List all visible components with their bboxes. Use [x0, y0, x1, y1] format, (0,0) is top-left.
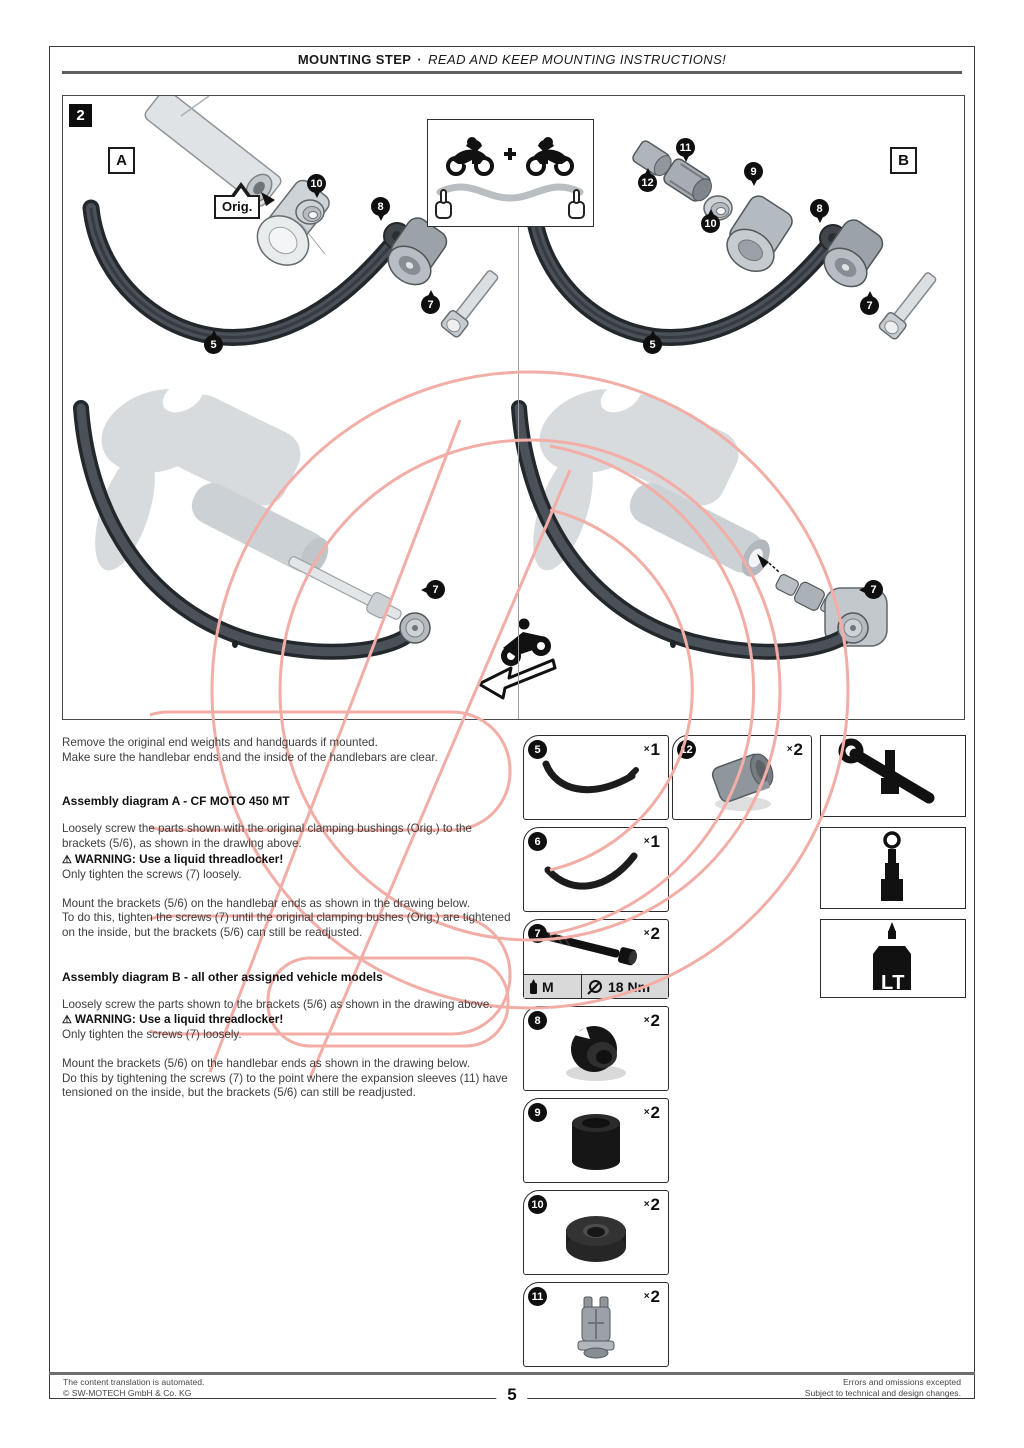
part-number-badge: 6	[528, 832, 547, 851]
intro-line-1: Remove the original end weights and handguards if mounted.	[62, 736, 378, 749]
section-a-warning-text: WARNING: Use a liquid threadlocker!	[74, 851, 284, 866]
diagram-b-handguard-5	[533, 208, 846, 347]
tool-box-threadlocker	[820, 919, 966, 998]
screw-spec-strip	[524, 974, 668, 998]
mounted-view-right	[519, 373, 887, 652]
footer-errors-note: Errors and omissions excepted	[843, 1377, 961, 1387]
page-header	[49, 52, 975, 67]
part-number-badge: 10	[528, 1195, 547, 1214]
motorcycle-left-icon	[448, 137, 492, 174]
section-a-after-warning: Only tighten the screws (7) loosely.	[62, 867, 242, 881]
warning-icon: ⚠	[62, 1014, 72, 1027]
section-a-para1: Loosely screw the parts shown with the original clamping bushings (Orig.) to the brackets (5/6), as shown in the drawing above.	[62, 822, 472, 851]
part-number-badge: 8	[528, 1011, 547, 1030]
section-b-warning	[62, 1012, 511, 1028]
callout-8-a: 8	[371, 197, 390, 216]
part-number-badge: 11	[528, 1287, 547, 1306]
handlebar-pictogram	[428, 120, 592, 225]
footer-left	[63, 1377, 204, 1399]
instructions-column	[62, 736, 511, 1101]
threadlocker-grade: M	[542, 978, 554, 995]
part-number-badge: 9	[528, 1103, 547, 1122]
tool-box-wrench	[820, 735, 966, 817]
riding-direction-icon	[479, 619, 555, 699]
handlebar-pictogram-box	[427, 119, 594, 227]
part-box-9	[523, 1098, 669, 1183]
section-a-para2: Mount the brackets (5/6) on the handlebar ends as shown in the drawing below.	[62, 896, 470, 910]
diagram-a-handguard-5	[91, 208, 410, 347]
header-rule	[62, 71, 962, 74]
footer-copyright: © SW-MOTECH GmbH & Co. KG	[63, 1388, 192, 1398]
part-box-5	[523, 735, 669, 820]
figure-divider	[518, 227, 519, 719]
diagram-a-handlebar	[143, 96, 283, 208]
part-box-10	[523, 1190, 669, 1275]
callout-10-a: 10	[307, 174, 326, 193]
part-quantity: ×2	[643, 1195, 660, 1214]
socket-extension-icon	[821, 828, 964, 907]
diagram-a-screw-7	[440, 270, 499, 339]
part-box-11	[523, 1282, 669, 1367]
section-a-heading: Assembly diagram A - CF MOTO 450 MT	[62, 794, 290, 809]
callout-8-b: 8	[810, 199, 829, 218]
part-box-8	[523, 1006, 669, 1091]
section-b-para1: Loosely screw the parts shown to the brackets (5/6) as shown in the drawing above.	[62, 997, 493, 1011]
part-quantity: ×2	[643, 1011, 660, 1030]
footer-translation-note: The content translation is automated.	[63, 1377, 205, 1387]
threadlocker-icon	[529, 979, 538, 995]
step-number-badge: 2	[69, 104, 92, 127]
tool-box-socket	[820, 827, 966, 909]
torque-value: 18 Nm	[608, 978, 651, 995]
rod-left	[287, 555, 402, 620]
callout-7-a: 7	[421, 295, 440, 314]
section-a-para3: To do this, tighten the screws (7) until the original clamping bushes (Orig.) are tightened on the inside, but the brackets (5/6) can still be readjusted.	[62, 911, 511, 939]
part-box-12	[672, 735, 812, 820]
part-quantity: ×1	[643, 740, 660, 759]
part-quantity: ×2	[643, 924, 660, 943]
torque-wrench-icon	[587, 978, 604, 995]
diagram-a-washer-10	[296, 200, 324, 224]
torque-spec	[582, 975, 668, 998]
callout-7-b: 7	[860, 296, 879, 315]
diagram-a-label: A	[108, 147, 135, 174]
part-number-badge: 7	[528, 924, 547, 943]
part-quantity: ×2	[643, 1287, 660, 1306]
orig-part-label: Orig.	[214, 195, 260, 219]
assembly-figure	[62, 95, 965, 720]
part-number-badge: 12	[677, 740, 696, 759]
section-b-warning-text: WARNING: Use a liquid threadlocker!	[74, 1012, 284, 1027]
footer-rule	[49, 1372, 975, 1375]
header-title: MOUNTING STEP	[297, 52, 412, 67]
section-b-heading: Assembly diagram B - all other assigned vehicle models	[62, 969, 383, 984]
threadlocker-spec	[524, 975, 582, 998]
header-separator: ·	[417, 52, 423, 67]
intro-line-2: Make sure the handlebar ends and the inside of the handlebars are clear.	[62, 750, 438, 764]
section-b-para2: Mount the brackets (5/6) on the handlebar ends as shown in the drawing below.	[62, 1057, 470, 1071]
callout-9-b: 9	[744, 162, 763, 181]
plus-icon	[504, 148, 516, 160]
callout-7-bottom-left: 7	[426, 580, 445, 599]
header-subtitle: READ AND KEEP MOUNTING INSTRUCTIONS!	[428, 52, 727, 67]
part-quantity: ×1	[643, 832, 660, 851]
motorcycle-right-icon	[528, 137, 572, 174]
part-number-badge: 5	[528, 740, 547, 759]
diagram-b-label: B	[890, 147, 917, 174]
page-number: 5	[496, 1385, 527, 1405]
footer-changes-note: Subject to technical and design changes.	[804, 1388, 961, 1398]
part-box-6	[523, 827, 669, 912]
warning-icon: ⚠	[62, 853, 72, 866]
part-quantity: ×2	[643, 1103, 660, 1122]
section-b-after-warning: Only tighten the screws (7) loosely.	[62, 1028, 242, 1042]
callout-5-b: 5	[643, 335, 662, 354]
callout-11-b: 11	[676, 138, 695, 157]
part-quantity: ×2	[786, 740, 803, 759]
part-box-7	[523, 919, 669, 999]
callout-5-a: 5	[204, 335, 223, 354]
diagram-b-screw-7	[878, 272, 937, 341]
threadlocker-bottle-label: LT	[881, 972, 905, 994]
handlebar-shape	[440, 187, 580, 198]
section-b-para3: Do this by tightening the screws (7) to the point where the expansion sleeves (11) have tensioned on the inside, but the brackets (5/6) can still be readjusted.	[62, 1071, 508, 1100]
callout-7-bottom-right: 7	[864, 580, 883, 599]
section-a-warning	[62, 852, 511, 868]
mounted-view-left	[81, 373, 430, 652]
callout-12-b: 12	[638, 173, 657, 192]
footer-right	[805, 1377, 961, 1399]
callout-10-b: 10	[701, 214, 720, 233]
torque-wrench-hex-icon	[821, 736, 964, 815]
